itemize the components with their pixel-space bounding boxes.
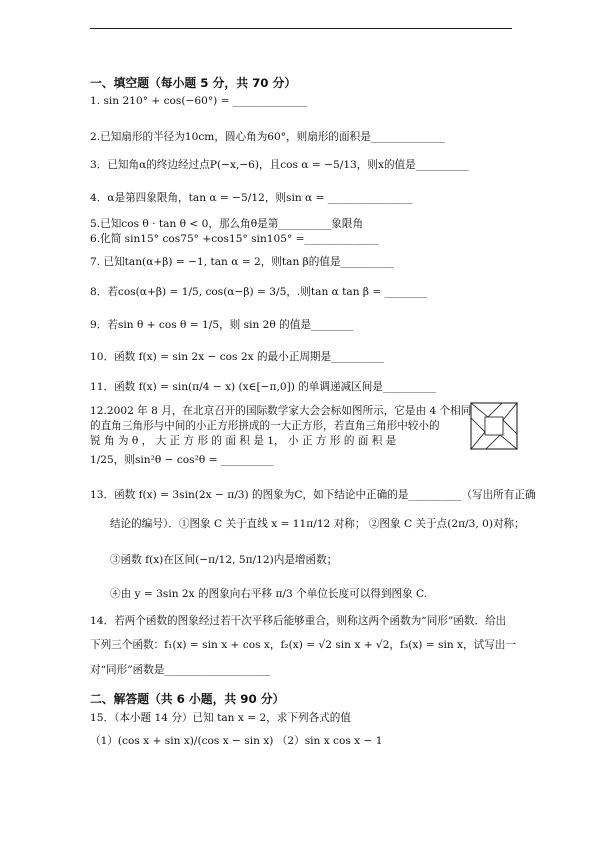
question-15-line-1: 15．（本小题 14 分）已知 tan x = 2，求下列各式的值 (90, 712, 351, 724)
header-rule (90, 28, 512, 29)
question-3: 3．已知角α的终边经过点P(−x,−6)，且cos α = −5/13，则x的值是__________ (90, 159, 469, 171)
question-12-line-3: 锐 角 为 θ ， 大 正 方 形 的 面 积 是 1， 小 正 方 形 的 面 积 是 (90, 435, 397, 447)
question-11: 11．函数 f(x) = sin(π/4 − x) (x∈[−π,0]) 的单调递减区间是__________ (90, 381, 436, 393)
question-13-line-4: ④由 y = 3sin 2x 的图象向右平移 π/3 个单位长度可以得到图象 C. (110, 588, 428, 600)
question-12-line-1: 12.2002 年 8 月，在北京召开的国际数学家大会会标如图所示，它是由 4 个相同 (90, 405, 472, 417)
question-14-line-2: 下列三个函数：f₁(x) = sin x + cos x，f₂(x) = √2 sin x + √2，f₃(x) = sin x，试写出一 (90, 639, 516, 651)
question-13-line-2: 结论的编号）．①图象 C 关于直线 x = 11π/12 对称； ②图象 C 关于点(2π/3, 0)对称； (110, 518, 525, 530)
question-4: 4．α是第四象限角，tan α = −5/12，则sin α = ________________ (90, 192, 413, 204)
question-6: 6.化简 sin15° cos75° +cos15° sin105° =______________ (90, 233, 379, 245)
question-9: 9．若sin θ + cos θ = 1/5，则 sin 2θ 的值是________ (90, 319, 354, 331)
question-14-line-3: 对“同形”函数是____________________ (90, 664, 271, 676)
question-14-line-1: 14．若两个函数的图象经过若干次平移后能够重合，则称这两个函数为“同形”函数．给出 (90, 615, 507, 627)
pinwheel-squares-figure (466, 401, 526, 451)
question-12-line-2: 的直角三角形与中间的小正方形拼成的一大正方形，若直角三角形中较小的 (90, 420, 440, 432)
question-15-line-2: （1）(cos x + sin x)/(cos x − sin x) （2）sin x cos x − 1 (90, 735, 383, 747)
question-5: 5.已知cos θ · tan θ < 0，那么角θ是第__________象限角 (90, 218, 364, 230)
section1-title: 一、填空题（每小题 5 分，共 70 分） (90, 76, 297, 90)
question-10: 10．函数 f(x) = sin 2x − cos 2x 的最小正周期是__________ (90, 351, 385, 363)
question-13-line-3: ③函数 f(x)在区间(−π/12, 5π/12)内是增函数； (110, 554, 338, 566)
question-12-line-4: 1/25，则sin²θ − cos²θ = __________ (90, 454, 274, 466)
section2-title: 二、解答题（共 6 小题，共 90 分） (90, 692, 285, 706)
question-13-line-1: 13．函数 f(x) = 3sin(2x − π/3) 的图象为C，如下结论中正确的是__________（写出所有正确 (90, 489, 536, 501)
question-1: 1. sin 210° + cos(−60°) = ______________ (90, 95, 308, 107)
question-2: 2.已知扇形的半径为10cm，圆心角为60°，则扇形的面积是______________ (90, 131, 445, 143)
question-8: 8．若cos(α+β) = 1/5, cos(α−β) = 3/5，.则tan α tan β = ________ (90, 286, 428, 298)
question-7: 7. 已知tan(α+β) = −1, tan α = 2，则tan β的值是__________ (90, 256, 394, 268)
